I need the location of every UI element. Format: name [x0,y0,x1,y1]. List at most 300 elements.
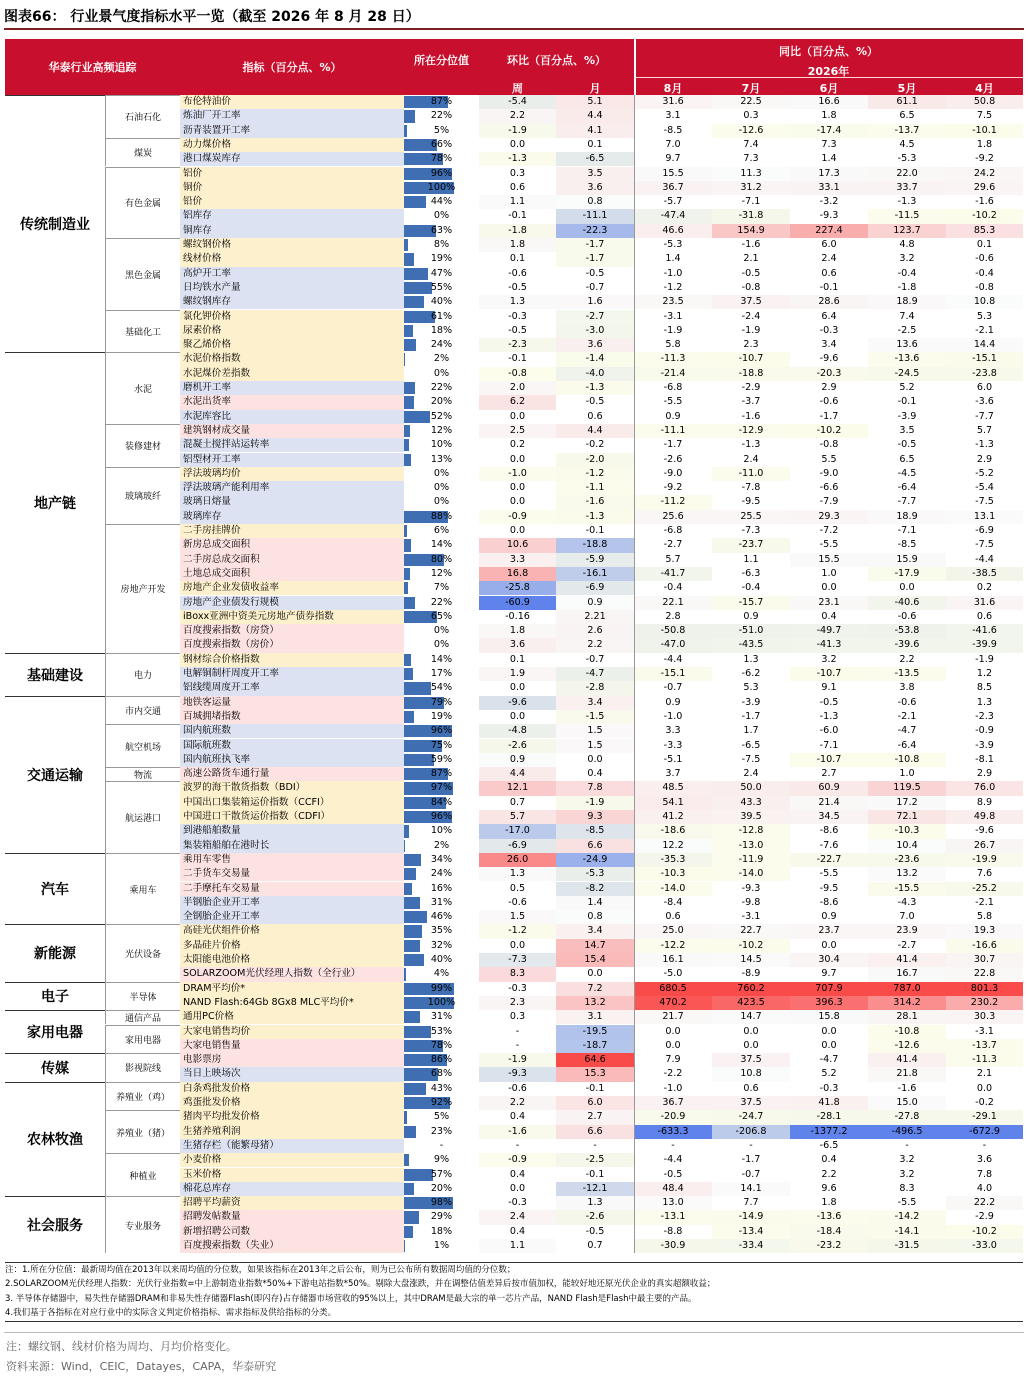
yoy-cell: - [982,1139,987,1151]
yoy-cell: 46.6 [634,224,712,238]
qoq-week-cell: 0.0 [509,453,526,465]
percentile-value: 0% [433,496,450,508]
qoq-month-cell: -6.9 [556,581,634,595]
percentile-value: 87% [430,96,453,107]
yoy-cell: 3.2 [899,253,915,265]
percentile-cell [404,567,479,581]
qoq-week-cell: -1.9 [479,1053,556,1067]
yoy-cell: 0.0 [665,1025,681,1037]
yoy-cell: 50.8 [946,95,1023,109]
percentile-cell [404,481,479,495]
qoq-month-cell: -4.7 [556,667,634,681]
yoy-cell: -7.5 [975,539,994,551]
percentile-cell [404,252,479,266]
indicator-name: 动力煤价格 [180,138,404,152]
yoy-cell: 6.5 [899,110,915,122]
percentile-value: 87% [430,768,453,780]
qoq-month-cell: 1.4 [556,896,634,910]
percentile-value: 29% [430,1211,453,1223]
yoy-cell: -43.5 [712,638,790,652]
yoy-cell: 0.9 [743,610,759,622]
subsector-label: 通信产品 [105,1010,180,1024]
yoy-cell: -41.7 [634,567,712,581]
yoy-cell: 707.9 [790,982,868,996]
subsector-label: 电力 [105,653,180,696]
yoy-cell: 37.5 [712,1096,790,1110]
yoy-cell: 8.3 [899,1182,915,1194]
qoq-week-cell: -1.2 [479,924,556,938]
yoy-cell: -2.1 [975,896,994,908]
percentile-cell [404,767,479,781]
qoq-week-cell: 1.9 [479,667,556,681]
percentile-value: 10% [430,439,453,451]
header-m5: 5月 [897,82,917,95]
yoy-cell: -1.6 [741,239,761,250]
yoy-cell: -2.5 [897,324,917,336]
indicator-name: 房地产企业发债收益率 [180,581,404,595]
percentile-value: 80% [430,553,453,565]
yoy-cell: -3.9 [741,696,761,708]
percentile-value: 8% [433,239,450,250]
yoy-cell: -12.9 [712,424,790,438]
percentile-value: 63% [430,224,453,236]
percentile-value: 100% [427,996,456,1008]
yoy-cell: -11.1 [634,424,712,438]
percentile-value: 6% [433,525,450,536]
yoy-cell: 22.0 [868,167,946,181]
yoy-cell: -8.9 [741,968,761,980]
qoq-week-cell: 5.7 [479,810,556,824]
indicator-name: 白条鸡批发价格 [180,1082,404,1096]
yoy-cell: -0.8 [741,281,761,293]
yoy-cell: -8.5 [897,539,917,551]
qoq-month-cell: -1.9 [556,796,634,810]
yoy-cell: -4.5 [897,467,917,479]
yoy-cell: 680.5 [634,982,712,996]
yoy-cell: -13.6 [790,1210,868,1224]
qoq-month-cell: -24.9 [556,853,634,867]
qoq-month-cell: 3.4 [556,696,634,710]
indicator-name: 鸡蛋批发价格 [180,1096,404,1110]
yoy-cell: -0.5 [663,1168,683,1180]
yoy-cell: 3.5 [899,424,915,436]
yoy-cell: -7.1 [819,739,839,751]
percentile-value: 7% [433,582,450,594]
subsector-label: 水泥 [105,352,180,424]
sector-label: 社会服务 [5,1196,105,1253]
yoy-cell: 4.0 [976,1182,993,1194]
yoy-cell: 6.0 [821,239,837,250]
yoy-cell: 23.5 [634,295,712,309]
yoy-cell: -5.7 [663,196,683,208]
yoy-cell: 10.8 [946,295,1023,309]
percentile-value: 92% [430,1097,453,1108]
yoy-cell: -33.4 [712,1239,790,1253]
yoy-cell: -0.6 [897,610,917,622]
percentile-cell [404,667,479,681]
yoy-cell: 5.8 [665,339,681,351]
yoy-cell: 7.0 [899,911,915,923]
yoy-cell: -17.9 [868,567,946,581]
yoy-cell: -1.6 [741,410,761,422]
yoy-cell: -10.2 [712,939,790,953]
indicator-name: 大家电销售量 [180,1039,404,1053]
subsector-label: 石油石化 [105,95,180,138]
yoy-cell: 16.7 [868,967,946,981]
percentile-value: 68% [430,1068,453,1080]
indicator-name: NAND Flash:64Gb 8Gx8 MLC平均价* [180,996,404,1010]
percentile-cell [404,1067,479,1081]
qoq-month-cell: -1.3 [556,381,634,395]
sector-label: 电子 [5,982,105,1011]
subsector-label: 航运港口 [105,781,180,853]
qoq-week-cell: 0.9 [479,753,556,767]
sector-label: 交通运输 [5,696,105,853]
qoq-week-cell: - [515,1025,520,1037]
yoy-cell: 17.3 [790,167,868,181]
yoy-cell: -7.3 [741,525,761,536]
yoy-cell: -24.7 [712,1110,790,1124]
percentile-cell [404,138,479,152]
qoq-month-cell: -0.2 [585,439,605,451]
yoy-cell: 21.7 [634,1010,712,1024]
percentile-value: 96% [430,725,453,737]
percentile-cell [404,1096,479,1110]
yoy-cell: -5.5 [819,868,839,880]
yoy-cell: -13.5 [868,667,946,681]
qoq-week-cell: - [515,1039,520,1051]
percentile-cell [404,796,479,810]
yoy-cell: -2.7 [897,939,917,951]
percentile-value: 96% [430,167,453,179]
qoq-month-cell: 0.6 [587,410,603,422]
yoy-cell: -0.7 [663,682,683,694]
indicator-name: SOLARZOOM光伏经理人指数（全行业） [180,967,404,981]
yoy-cell: 7.8 [976,1168,993,1180]
yoy-cell: 0.1 [976,239,993,250]
yoy-cell: -7.1 [897,525,917,536]
percentile-value: 10% [430,825,453,837]
qoq-week-cell: 1.1 [479,195,556,209]
qoq-week-cell: 0.5 [509,882,526,894]
yoy-cell: 3.2 [821,653,837,665]
indicator-name: 当日上映场次 [180,1067,404,1081]
percentile-value: 61% [430,310,453,322]
yoy-cell: 30.3 [946,1010,1023,1024]
qoq-month-cell: -1.7 [556,252,634,266]
indicator-name: 高炉开工率 [180,267,404,281]
yoy-cell: 0.0 [899,582,915,594]
yoy-cell: 3.2 [899,1168,915,1180]
qoq-month-cell: -1.4 [556,352,634,366]
percentile-value: 20% [430,1182,453,1194]
indicator-name: 波罗的海干散货指数（BDI） [180,781,404,795]
subsector-label: 乘用车 [105,853,180,925]
indicator-name: 炼油厂开工率 [180,109,404,123]
qoq-week-cell: 4.4 [479,767,556,781]
yoy-cell: 1.2 [976,668,993,679]
percentile-value: 84% [430,796,453,808]
yoy-cell: -496.5 [868,1125,946,1139]
yoy-cell: -5.5 [897,1197,917,1209]
yoy-cell: -633.3 [634,1125,712,1139]
qoq-week-cell: 0.7 [509,796,526,808]
qoq-month-cell: 0.1 [587,138,603,150]
yoy-cell: -1.9 [975,653,994,665]
percentile-value: 52% [430,410,453,422]
yoy-cell: -6.5 [741,739,761,751]
yoy-cell: -3.1 [975,1025,994,1037]
qoq-month-cell: 0.9 [556,596,634,610]
yoy-cell: 1.3 [743,653,759,665]
qoq-week-cell: 2.0 [479,381,556,395]
yoy-cell: -18.8 [712,367,790,381]
qoq-week-cell: -0.1 [508,353,527,365]
subsector-label: 物流 [105,767,180,781]
yoy-cell: -53.8 [868,624,946,638]
qoq-week-cell: 12.1 [479,781,556,795]
percentile-cell [404,710,479,724]
qoq-week-cell: 2.2 [479,109,556,123]
percentile-value: 23% [430,1125,453,1137]
sector-label: 汽车 [5,853,105,925]
percentile-cell [404,553,479,567]
percentile-cell [404,324,479,338]
indicator-name: 新房总成交面积 [180,538,404,552]
qoq-week-cell: 0.2 [509,439,526,451]
yoy-cell: -8.4 [663,896,683,908]
percentile-value: 2% [433,353,450,365]
percentile-value: 24% [430,339,453,351]
qoq-week-cell: 0.0 [509,710,526,722]
qoq-month-cell: 0.4 [587,768,603,780]
yoy-cell: 0.6 [665,911,681,923]
percentile-value: 22% [430,110,453,122]
yoy-cell: 7.3 [821,138,837,150]
source-line: 资料来源：Wind，CEIC，Datayes，CAPA，华泰研究 [6,1360,277,1373]
yoy-cell: 0.0 [821,1025,837,1037]
percentile-cell [404,610,479,624]
yoy-cell: 23.1 [790,596,868,610]
qoq-week-cell: -0.5 [508,281,527,293]
yoy-cell: -7.1 [741,196,761,208]
yoy-cell: 0.6 [976,610,993,622]
header-percentile: 所在分位值 [414,54,469,67]
qoq-month-cell: -22.3 [556,224,634,238]
note-2: 2.SOLARZOOM光伏经理人指数：光伏行业指数=中上游制造业指数*50%+下游电站指数*50%。剔除大盘涨跌，并在调整估值差异后按市值加权，能较好地还原光伏企业的真实超额收益； [5,1279,716,1290]
percentile-value: 4% [433,968,450,980]
indicator-name: 二手房总成交面积 [180,553,404,567]
percentile-cell [404,896,479,910]
yoy-cell: -4.7 [819,1054,839,1066]
yoy-cell: -13.4 [712,1225,790,1239]
qoq-month-cell: 3.6 [556,338,634,352]
qoq-month-cell: 1.6 [556,295,634,309]
notes-block [5,1262,1023,1322]
percentile-value: 100% [427,181,456,193]
percentile-cell [404,1182,479,1196]
yoy-cell: -9.5 [819,882,839,894]
yoy-cell: 15.0 [868,1096,946,1110]
yoy-cell: - [905,1139,909,1151]
yoy-cell: 423.5 [712,996,790,1010]
percentile-cell [404,267,479,281]
indicator-name: 铅价 [180,195,404,209]
yoy-cell: 3.2 [899,1154,915,1166]
percentile-cell [404,1010,479,1024]
note-4: 4.我们基于各指标在对应行业中的实际含义判定价格指标、需求指标及供给指标的分类。 [5,1307,337,1318]
yoy-cell: 1.3 [976,696,993,708]
percentile-cell [404,1139,479,1153]
indicator-name: 聚乙烯价格 [180,338,404,352]
qoq-week-cell: 0.0 [509,496,526,508]
sector-label: 农林牧渔 [5,1082,105,1196]
indicator-name: 二手房挂牌价 [180,524,404,538]
yoy-cell: 31.6 [946,596,1023,610]
qoq-month-cell: 2.7 [556,1110,634,1124]
percentile-cell [404,181,479,195]
yoy-cell: 19.3 [946,924,1023,938]
yoy-cell: -39.9 [946,638,1023,652]
percentile-value: 34% [430,853,453,865]
percentile-cell [404,195,479,209]
indicator-name: 玻璃库存 [180,510,404,524]
indicator-name: 生猪存栏（能繁母猪） [180,1139,404,1153]
indicator-name: 铜库存 [180,224,404,238]
subsector-label: 黑色金属 [105,238,180,310]
yoy-cell: 14.7 [712,1010,790,1024]
percentile-cell [404,939,479,953]
qoq-month-cell: -1.5 [556,710,634,724]
yoy-cell: 36.7 [634,1096,712,1110]
yoy-cell: -0.5 [897,439,917,451]
percentile-cell [404,538,479,552]
yoy-cell: 41.4 [868,953,946,967]
percentile-value: 5% [433,124,450,136]
yoy-cell: 7.9 [665,1054,681,1066]
yoy-cell: -28.1 [790,1110,868,1124]
percentile-value: 53% [430,1025,453,1037]
percentile-value: 5% [433,1111,450,1123]
yoy-cell: 16.6 [790,95,868,109]
subsector-label: 专业服务 [105,1196,180,1253]
yoy-cell: -10.2 [946,209,1023,223]
indicator-name: 水泥价格指数 [180,352,404,366]
qoq-week-cell: -0.3 [508,310,527,322]
yoy-cell: -39.6 [868,638,946,652]
indicator-name: 二手摩托车交易量 [180,882,404,896]
yoy-cell: -19.9 [946,853,1023,867]
yoy-cell: -1.3 [975,439,994,451]
footer-rule [4,1332,1024,1333]
yoy-cell: 2.9 [976,453,993,465]
yoy-cell: 37.5 [712,1053,790,1067]
yoy-cell: 28.6 [790,295,868,309]
yoy-cell: 8.5 [976,682,993,694]
yoy-cell: 2.4 [743,768,759,780]
indicator-name: 半钢胎企业开工率 [180,896,404,910]
indicator-name: 螺纹钢库存 [180,295,404,309]
yoy-cell: -18.4 [790,1225,868,1239]
qoq-week-cell: 3.6 [479,638,556,652]
yoy-cell: -11.3 [946,1053,1023,1067]
yoy-cell: 787.0 [868,982,946,996]
yoy-cell: -20.3 [790,367,868,381]
yoy-cell: -17.4 [790,124,868,138]
qoq-week-cell: -1.0 [479,467,556,481]
percentile-cell [404,224,479,238]
yoy-cell: 54.1 [634,796,712,810]
yoy-cell: 28.1 [868,1010,946,1024]
yoy-cell: -1.2 [663,281,683,293]
qoq-week-cell: 1.8 [479,238,556,252]
yoy-cell: -206.8 [712,1125,790,1139]
header-yoy: 同比（百分点、%） [778,45,879,58]
percentile-value: 14% [430,653,453,665]
qoq-month-cell: -12.1 [556,1182,634,1196]
footnote: 注：螺纹钢、线材价格为周均、月均价格变化。 [6,1340,237,1353]
yoy-cell: -25.2 [946,882,1023,896]
indicator-name: 集装箱船舶在港时长 [180,839,404,853]
yoy-cell: -1.9 [741,324,761,336]
qoq-month-cell: -4.0 [556,367,634,381]
yoy-cell: 0.0 [821,1039,837,1051]
yoy-cell: -5.3 [663,239,683,250]
percentile-value: 31% [430,896,453,908]
yoy-cell: 7.7 [743,1197,759,1209]
yoy-cell: -10.8 [868,1025,946,1039]
yoy-cell: -15.7 [712,596,790,610]
percentile-value: 98% [430,1197,453,1209]
yoy-cell: 22.8 [946,967,1023,981]
yoy-cell: 33.7 [868,181,946,195]
yoy-cell: -16.6 [946,939,1023,953]
indicator-name: 高硅光伏组件价格 [180,924,404,938]
indicator-name: iBoxx亚洲中资美元房地产债券指数 [180,610,404,624]
percentile-cell [404,424,479,438]
yoy-cell: 0.6 [821,267,837,279]
yoy-cell: 9.6 [821,1182,837,1194]
yoy-cell: -14.0 [634,882,712,896]
indicator-name: 建筑钢材成交量 [180,424,404,438]
qoq-week-cell: -0.3 [508,1197,527,1209]
yoy-cell: -10.2 [790,424,868,438]
qoq-week-cell: -0.3 [508,982,527,994]
yoy-cell: 49.8 [946,810,1023,824]
yoy-cell: 2.9 [976,768,993,780]
yoy-cell: 22.5 [712,95,790,109]
percentile-value: 96% [430,811,453,822]
percentile-cell [404,910,479,924]
yoy-cell: -3.1 [663,310,683,322]
percentile-value: 19% [430,253,453,265]
percentile-cell [404,1039,479,1053]
percentile-value: 18% [430,1225,453,1237]
percentile-cell [404,867,479,881]
indicator-name: 混凝土搅拌站运转率 [180,438,404,452]
percentile-cell [404,996,479,1010]
yoy-cell: -13.0 [712,839,790,853]
indicator-name: 铜价 [180,181,404,195]
yoy-cell: 4.8 [899,239,915,250]
qoq-month-cell: -18.7 [556,1039,634,1053]
subsector-label: 养殖业（鸡） [105,1082,180,1111]
qoq-week-cell: -17.0 [479,824,556,838]
indicator-name: 布伦特油价 [180,95,404,109]
indicator-name: 大家电销售均价 [180,1025,404,1039]
qoq-month-cell: -2.8 [556,681,634,695]
yoy-cell: -2.3 [975,710,994,722]
